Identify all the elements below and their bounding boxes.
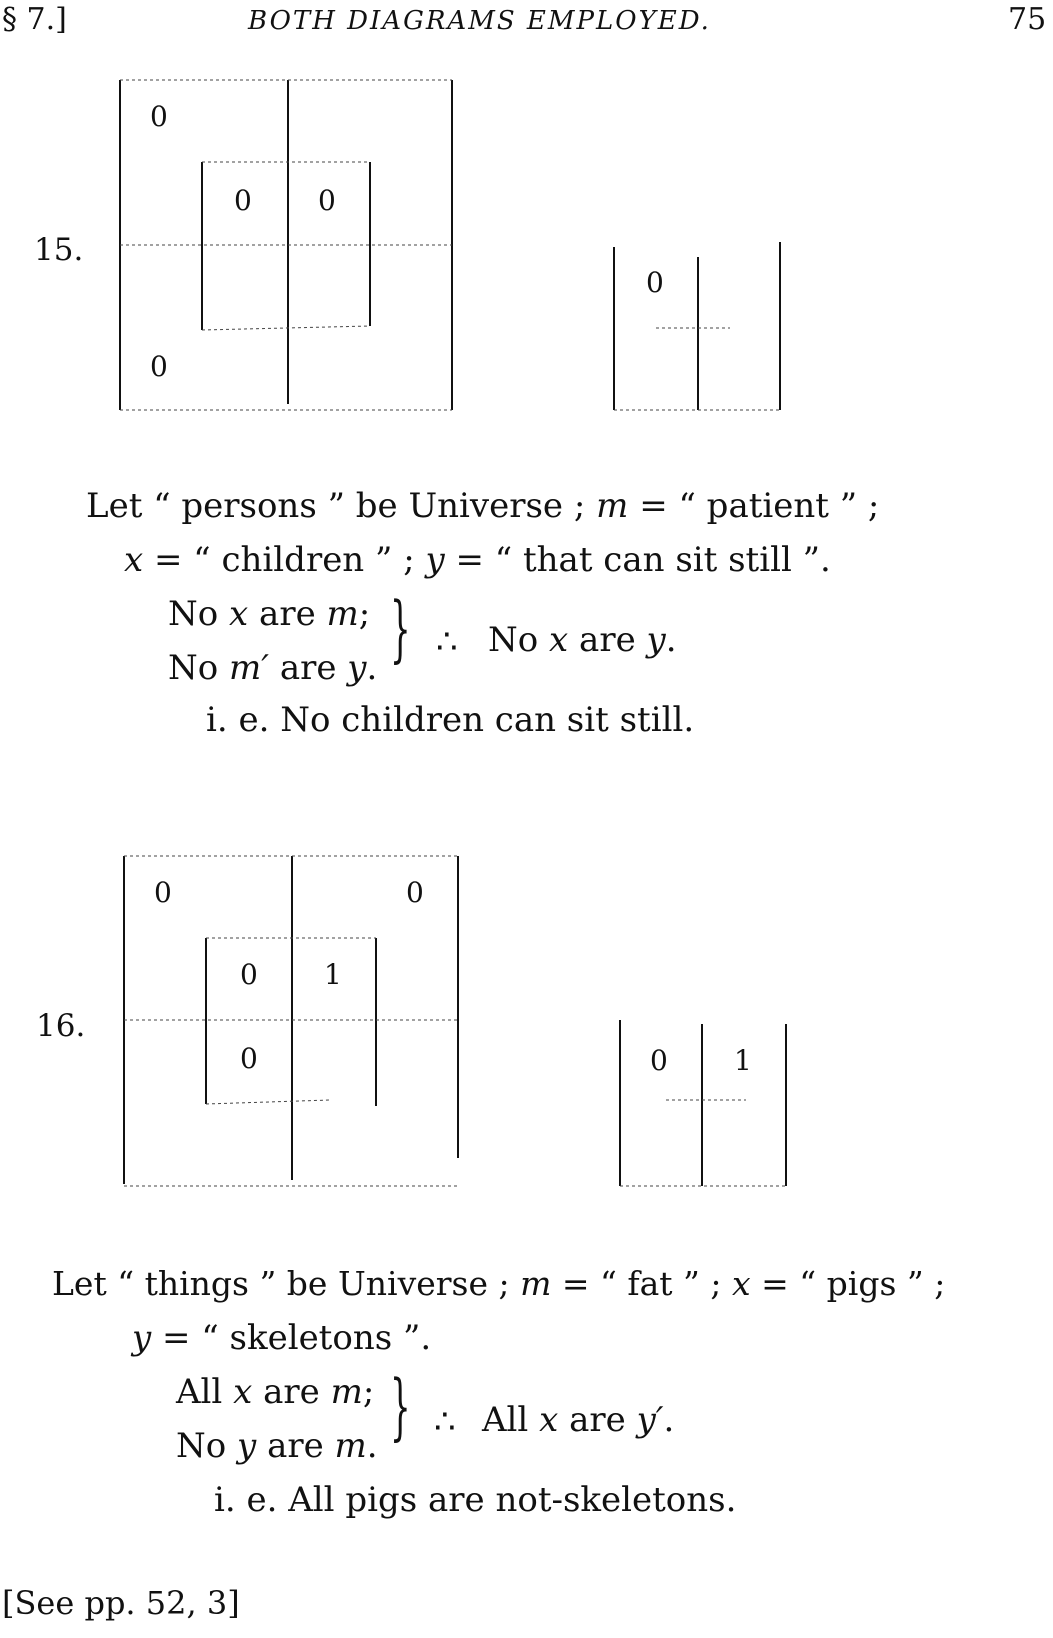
p15-premise-2: No m′ are y. bbox=[168, 648, 378, 688]
running-title: BOTH DIAGRAMS EMPLOYED. bbox=[248, 6, 711, 36]
p16-premise-1: All x are m; bbox=[176, 1372, 375, 1412]
p16-universe-line: Let “ things ” be Universe ; m = “ fat ” ; x = “ pigs ” ; bbox=[52, 1264, 946, 1303]
p15-premise-1: No x are m; bbox=[168, 594, 371, 634]
p16-cell-top-left: 0 bbox=[154, 876, 172, 909]
section-marker: § 7.] bbox=[2, 2, 67, 37]
p15-cell-bottom-left: 0 bbox=[150, 350, 168, 383]
problem-15-label: 15. bbox=[34, 232, 84, 268]
p16-inner-bottom bbox=[206, 1100, 330, 1104]
p15-universe-line: Let “ persons ” be Universe ; m = “ patient ” ; bbox=[86, 486, 880, 526]
p16-conclusion: All x are y′. bbox=[482, 1400, 675, 1440]
p16-therefore: ∴ bbox=[434, 1402, 456, 1442]
p15-small-cell: 0 bbox=[646, 266, 664, 299]
see-pages-note: [See pp. 52, 3] bbox=[2, 1584, 240, 1622]
p16-premise-2: No y are m. bbox=[176, 1426, 378, 1466]
p15-cell-top-left: 0 bbox=[150, 100, 168, 133]
page-number: 75 bbox=[1008, 2, 1047, 37]
p16-ie-line: i. e. All pigs are not-skeletons. bbox=[214, 1480, 737, 1520]
p16-brace: } bbox=[390, 1364, 411, 1448]
p16-cell-inner-bottom-left: 0 bbox=[240, 1042, 258, 1075]
problem-16-label: 16. bbox=[36, 1008, 86, 1044]
p16-small-cell-left: 0 bbox=[650, 1044, 668, 1077]
p16-cell-inner-top-left: 0 bbox=[240, 958, 258, 991]
p15-conclusion: No x are y. bbox=[488, 620, 677, 660]
p16-defs-line: y = “ skeletons ”. bbox=[132, 1318, 432, 1358]
p15-defs-line: x = “ children ” ; y = “ that can sit still ”. bbox=[124, 540, 831, 580]
p15-ie-line: i. e. No children can sit still. bbox=[206, 700, 695, 740]
p16-cell-inner-top-right: 1 bbox=[324, 958, 342, 991]
p16-cell-top-right: 0 bbox=[406, 876, 424, 909]
p15-cell-inner-top-left: 0 bbox=[234, 184, 252, 217]
p15-brace: } bbox=[390, 586, 411, 670]
p16-small-cell-right: 1 bbox=[734, 1044, 752, 1077]
p15-cell-inner-top-right: 0 bbox=[318, 184, 336, 217]
p15-therefore: ∴ bbox=[436, 622, 458, 662]
